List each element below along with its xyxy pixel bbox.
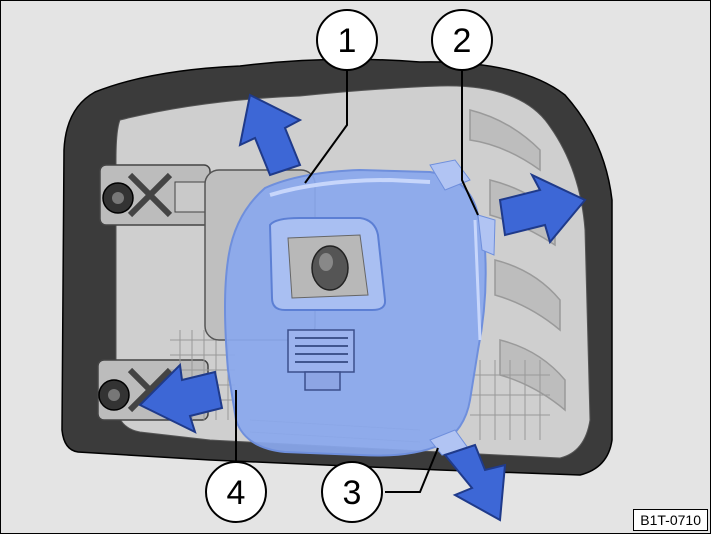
callout-4-label: 4 — [226, 474, 246, 512]
callout-2-label: 2 — [452, 22, 472, 60]
callout-1 — [317, 10, 377, 70]
bulb-opening — [270, 218, 385, 310]
figure-code-label: B1T-0710 — [633, 509, 708, 531]
bulb-cover — [225, 170, 486, 456]
callout-3-label: 3 — [342, 474, 362, 512]
upper-mount — [100, 165, 210, 225]
callout-3 — [322, 462, 382, 522]
callout-4 — [206, 462, 266, 522]
callout-1-label: 1 — [337, 22, 357, 60]
callout-2 — [432, 10, 492, 70]
